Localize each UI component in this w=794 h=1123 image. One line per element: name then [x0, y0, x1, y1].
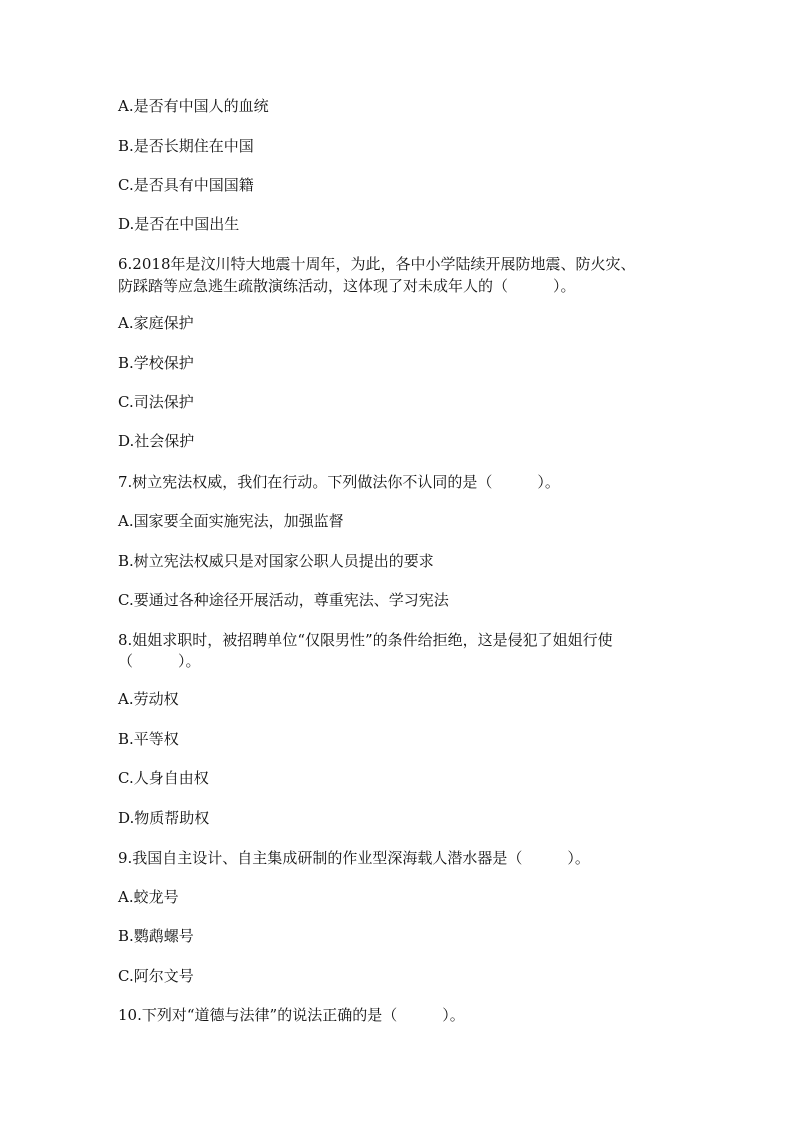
q10-stem: 10.下列对“道德与法律”的说法正确的是（ ）。 [118, 1006, 465, 1024]
q5-option-b: B.是否长期住在中国 [118, 137, 254, 155]
q9-option-b: B.鹦鹉螺号 [118, 927, 194, 945]
q7-option-b: B.树立宪法权威只是对国家公职人员提出的要求 [118, 552, 434, 570]
q8-option-a: A.劳动权 [118, 690, 179, 708]
q9-stem: 9.我国自主设计、自主集成研制的作业型深海载人潜水器是（ ）。 [118, 849, 590, 867]
q7-option-c: C.要通过各种途径开展活动，尊重宪法、学习宪法 [118, 591, 449, 609]
q8-option-b: B.平等权 [118, 730, 179, 748]
q8-stem-line1: 8.姐姐求职时，被招聘单位“仅限男性”的条件给拒绝，这是侵犯了姐姐行使 [118, 631, 613, 649]
q7-option-a: A.国家要全面实施宪法，加强监督 [118, 512, 344, 530]
q8-option-c: C.人身自由权 [118, 769, 209, 787]
q5-option-a: A.是否有中国人的血统 [118, 97, 269, 115]
q6-option-d: D.社会保护 [118, 432, 195, 450]
q8-stem-line2: （ ）。 [118, 652, 201, 670]
q9-option-c: C.阿尔文号 [118, 967, 194, 985]
q6-stem-line1: 6.2018年是汶川特大地震十周年，为此，各中小学陆续开展防地震、防火灾、 [118, 255, 636, 273]
q6-option-a: A.家庭保护 [118, 314, 194, 332]
q8-option-d: D.物质帮助权 [118, 809, 210, 827]
q9-option-a: A.蛟龙号 [118, 888, 179, 906]
q6-option-b: B.学校保护 [118, 354, 194, 372]
q7-stem: 7.树立宪法权威，我们在行动。下列做法你不认同的是（ ）。 [118, 473, 560, 491]
q6-option-c: C.司法保护 [118, 393, 194, 411]
q6-stem-line2: 防踩踏等应急逃生疏散演练活动，这体现了对未成年人的（ ）。 [118, 277, 576, 295]
q5-option-d: D.是否在中国出生 [118, 215, 240, 233]
q5-option-c: C.是否具有中国国籍 [118, 176, 254, 194]
